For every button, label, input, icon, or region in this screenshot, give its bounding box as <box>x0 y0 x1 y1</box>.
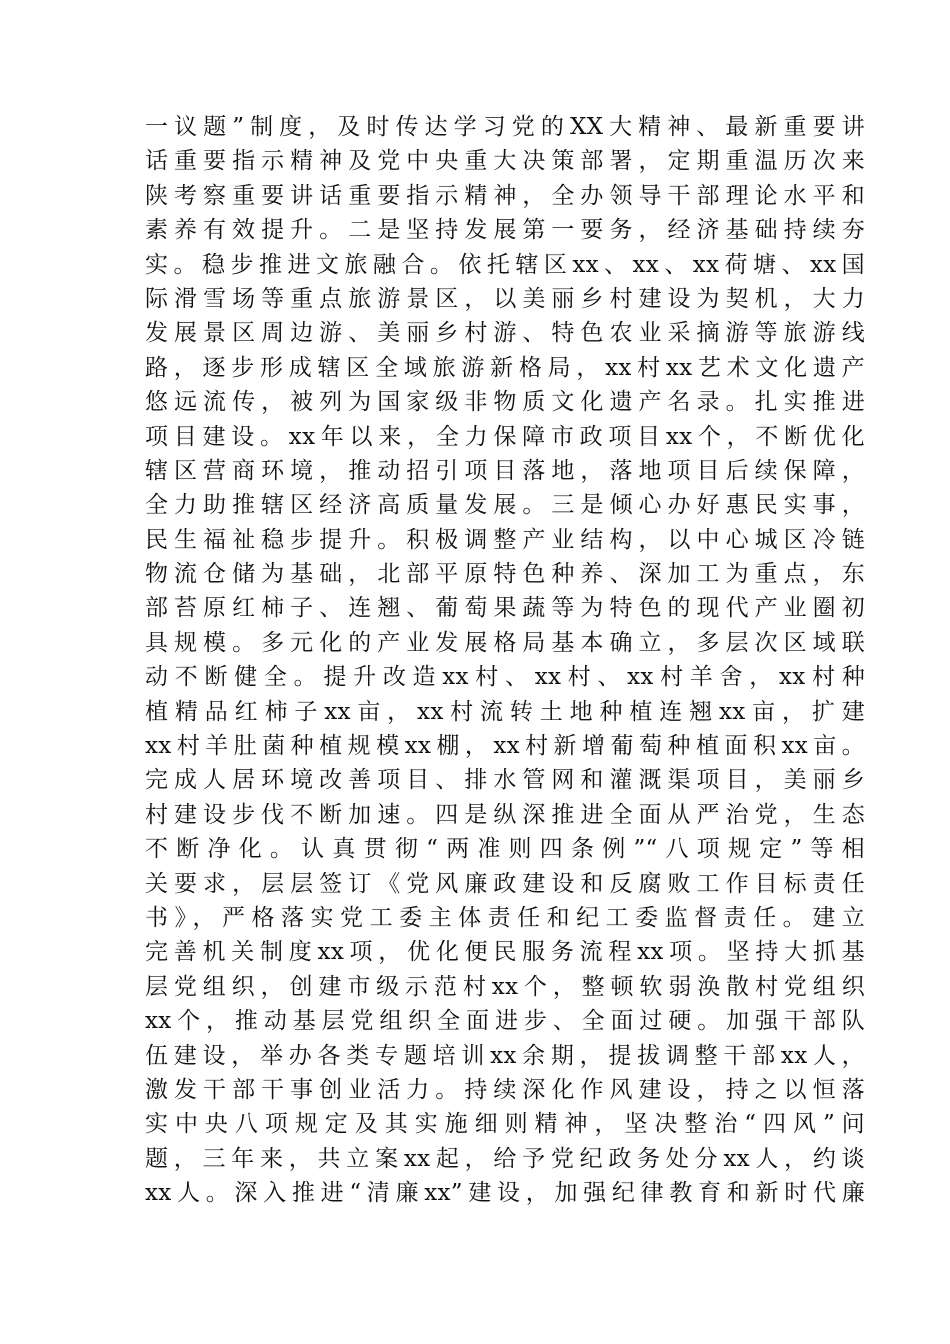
text-line: 层党组织，创建市级示范村xx个，整顿软弱涣散村党组织 <box>145 973 865 1000</box>
text-line: 完善机关制度xx项，优化便民服务流程xx项。坚持大抓基 <box>145 939 865 966</box>
text-line: xx人。深入推进“清廉xx”建设，加强纪律教育和新时代廉 <box>145 1180 865 1207</box>
text-line: 村建设步伐不断加速。四是纵深推进全面从严治党，生态 <box>145 801 865 828</box>
text-line: 具规模。多元化的产业发展格局基本确立，多层次区域联 <box>145 629 865 656</box>
text-line: 话重要指示精神及党中央重大决策部署，定期重温历次来 <box>145 148 865 175</box>
text-line: 激发干部干事创业活力。持续深化作风建设，持之以恒落 <box>145 1076 865 1103</box>
text-line: 悠远流传，被列为国家级非物质文化遗产名录。扎实推进 <box>145 389 865 416</box>
text-line: 素养有效提升。二是坚持发展第一要务，经济基础持续夯 <box>145 217 865 244</box>
text-line: 书》，严格落实党工委主体责任和纪工委监督责任。建立 <box>145 904 865 931</box>
text-line: 陕考察重要讲话重要指示精神，全办领导干部理论水平和 <box>145 182 865 209</box>
text-line: 路，逐步形成辖区全域旅游新格局，xx村xx艺术文化遗产 <box>145 354 865 381</box>
text-line: 完成人居环境改善项目、排水管网和灌溉渠项目，美丽乡 <box>145 767 865 794</box>
text-line: 动不断健全。提升改造xx村、xx村、xx村羊舍，xx村种 <box>145 664 865 691</box>
text-line: 一议题”制度，及时传达学习党的XX大精神、最新重要讲 <box>145 114 865 140</box>
text-line: 实。稳步推进文旅融合。依托辖区xx、xx、xx荷塘、xx国 <box>145 251 865 278</box>
text-line: xx个，推动基层党组织全面进步、全面过硬。加强干部队 <box>145 1008 865 1035</box>
text-line: 伍建设，举办各类专题培训xx余期，提拔调整干部xx人， <box>145 1042 865 1069</box>
text-line: 实中央八项规定及其实施细则精神，坚决整治“四风”问 <box>145 1111 865 1138</box>
text-line: 全力助推辖区经济高质量发展。三是倾心办好惠民实事， <box>145 492 865 519</box>
text-line: 部苔原红柿子、连翘、葡萄果蔬等为特色的现代产业圈初 <box>145 595 865 622</box>
text-line: 不断净化。认真贯彻“两准则四条例”“八项规定”等相 <box>145 836 865 863</box>
text-line: 发展景区周边游、美丽乡村游、特色农业采摘游等旅游线 <box>145 320 865 347</box>
text-line: 辖区营商环境，推动招引项目落地，落地项目后续保障， <box>145 457 865 484</box>
text-line: 题，三年来，共立案xx起，给予党纪政务处分xx人，约谈 <box>145 1145 865 1172</box>
text-line: 民生福祉稳步提升。积极调整产业结构，以中心城区冷链 <box>145 526 865 553</box>
text-line: 物流仓储为基础，北部平原特色种养、深加工为重点，东 <box>145 561 865 588</box>
text-line: 植精品红柿子xx亩，xx村流转土地种植连翘xx亩，扩建 <box>145 698 865 725</box>
body-text <box>145 110 865 1211</box>
text-line: xx村羊肚菌种植规模xx棚，xx村新增葡萄种植面积xx亩。 <box>145 733 865 760</box>
text-line: 关要求，层层签订《党风廉政建设和反腐败工作目标责任 <box>145 870 865 897</box>
text-line: 项目建设。xx年以来，全力保障市政项目xx个，不断优化 <box>145 423 865 450</box>
text-line: 际滑雪场等重点旅游景区，以美丽乡村建设为契机，大力 <box>145 285 865 312</box>
